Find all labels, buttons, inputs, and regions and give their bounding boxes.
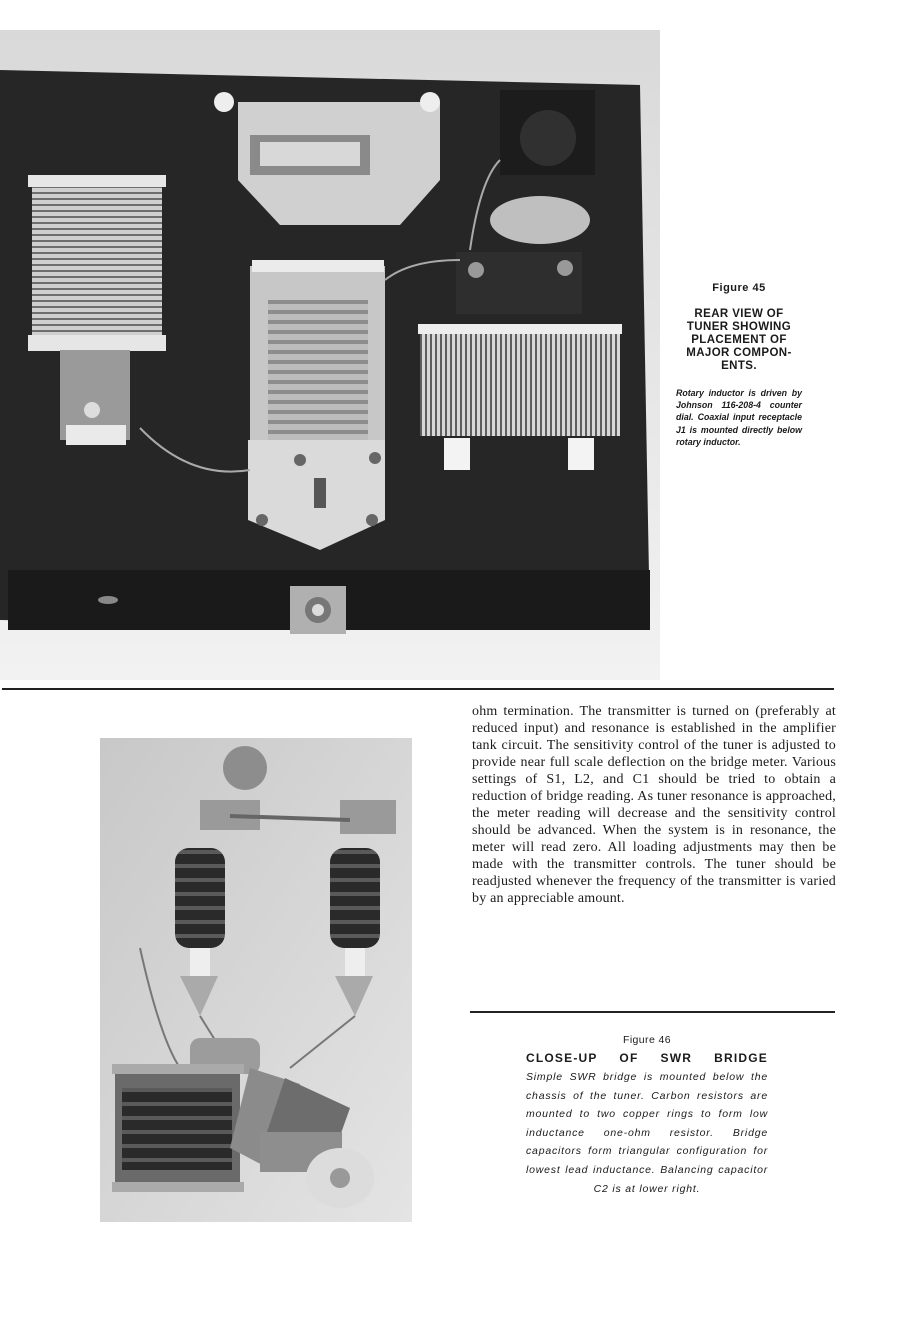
figure-45-caption: Rotary inductor is driven by Johnson 116-208-4 counter dial. Coaxial input receptacle J1 is mounted directly below rotary inductor.	[676, 388, 802, 447]
figure-45-title: REAR VIEW OF TUNER SHOWING PLACEMENT OF MAJOR COMPON-ENTS.	[686, 308, 792, 372]
figure-46-caption: Simple SWR bridge is mounted below the chassis of the tuner. Carbon resistors are mounted to two copper rings to form low inductance one-ohm resistor. Bridge capacitors form triangular configuration for lowest lead inductance. Balancing capacitor C2 is at lower right.	[526, 1071, 768, 1195]
divider-rule	[470, 1011, 835, 1013]
divider-rule	[2, 688, 834, 690]
figure-46-number: Figure 46	[623, 1034, 671, 1046]
figure-46-caption-block	[526, 1034, 768, 1198]
figure-45-caption-block	[676, 282, 802, 448]
figure-45-number: Figure 45	[712, 282, 766, 294]
body-text: ohm termination. The transmitter is turned on (preferably at reduced input) and resonance is established in the amplifier tank circuit. The sensitivity control of the tuner is adjusted to provide near full scale deflection on the bridge meter. Various settings of S1, L2, and C1 should be tried to obtain a reduction of bridge reading. As tuner resonance is approached, the meter reading will decrease and the sensitivity control should be advanced. When the system is in resonance, the meter will read zero. All loading adjustments may then be made with the transmitter controls. The tuner should be readjusted whenever the frequency of the transmitter is varied by an appreciable amount.	[472, 704, 836, 906]
figure-46-title: CLOSE-UP OF SWR BRIDGE	[526, 1051, 768, 1065]
figure-45-photo	[0, 30, 660, 680]
figure-46-photo	[100, 738, 412, 1222]
